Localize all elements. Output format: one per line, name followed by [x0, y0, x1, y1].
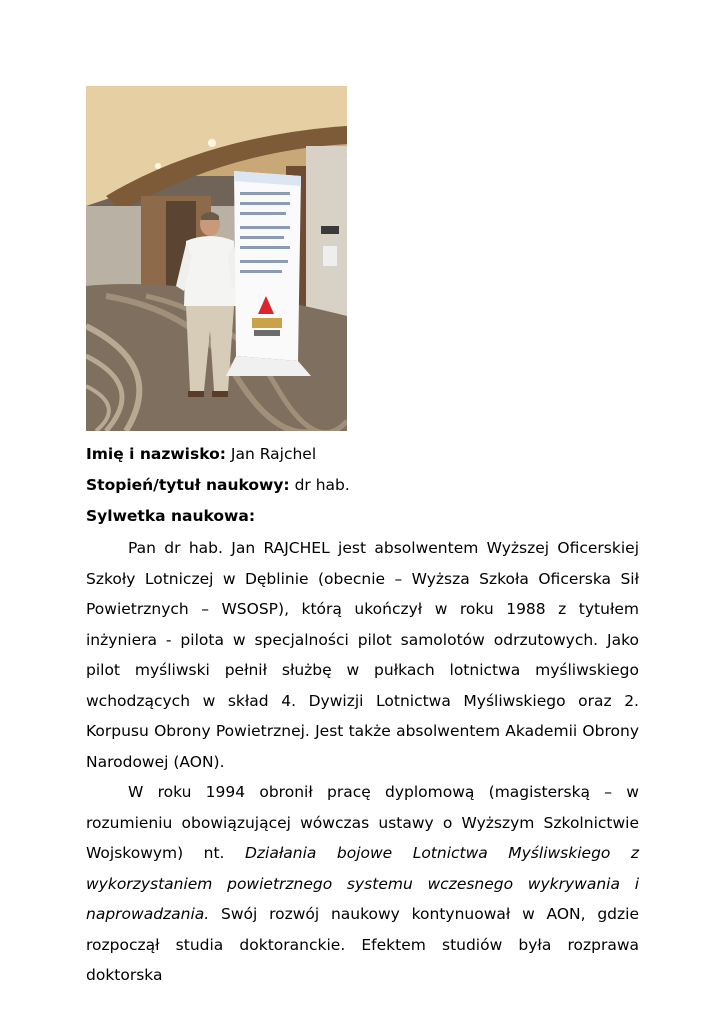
portrait-photo	[86, 86, 347, 431]
profile-heading-line	[86, 506, 255, 526]
degree-label: Stopień/tytuł naukowy:	[86, 476, 290, 494]
photo-illustration	[86, 86, 347, 431]
name-label: Imię i nazwisko:	[86, 445, 226, 463]
bio-paragraph-1-text: Pan dr hab. Jan RAJCHEL jest absolwentem Wyższej Oficerskiej Szkoły Lotniczej w Dęblinie (obecnie – Wyższa Szkoła Oficerska Sił Powietrznych – WSOSP), którą ukończył w roku 1988 z tytułem inżyniera - pilota w specjalności pilot samolotów odrzutowych. Jako pilot myśliwski pełnił służbę w pułkach lotnictwa myśliwskiego wchodzących w skład 4. Dywizji Lotnictwa Myśliwskiego oraz 2. Korpusu Obrony Powietrznej. Jest także absolwentem Akademii Obrony Narodowej (AON).	[86, 539, 639, 771]
name-value: Jan Rajchel	[225, 445, 317, 463]
bio-paragraph-2	[86, 777, 639, 991]
bio-paragraph-2-start: W roku 1994 obronił pracę dyplomową (magisterską – w rozumieniu obowiązującej wówczas ustawy o Wyższym Szkolnictwie Wojskowym) nt.	[86, 783, 639, 862]
biography	[86, 533, 639, 991]
degree-value: dr hab.	[289, 476, 350, 494]
degree-line	[86, 475, 350, 495]
profile-heading: Sylwetka naukowa:	[86, 507, 256, 525]
thesis-title: Działania bojowe Lotnictwa Myśliwskiego z wykorzystaniem powietrznego systemu wczesnego wykrywania i naprowadzania.	[86, 844, 639, 923]
name-line	[86, 444, 316, 464]
bio-paragraph-2-end: Swój rozwój naukowy kontynuował w AON, gdzie rozpoczął studia doktoranckie. Efektem studiów była rozprawa doktorska	[86, 905, 639, 984]
bio-paragraph-1	[86, 533, 639, 777]
